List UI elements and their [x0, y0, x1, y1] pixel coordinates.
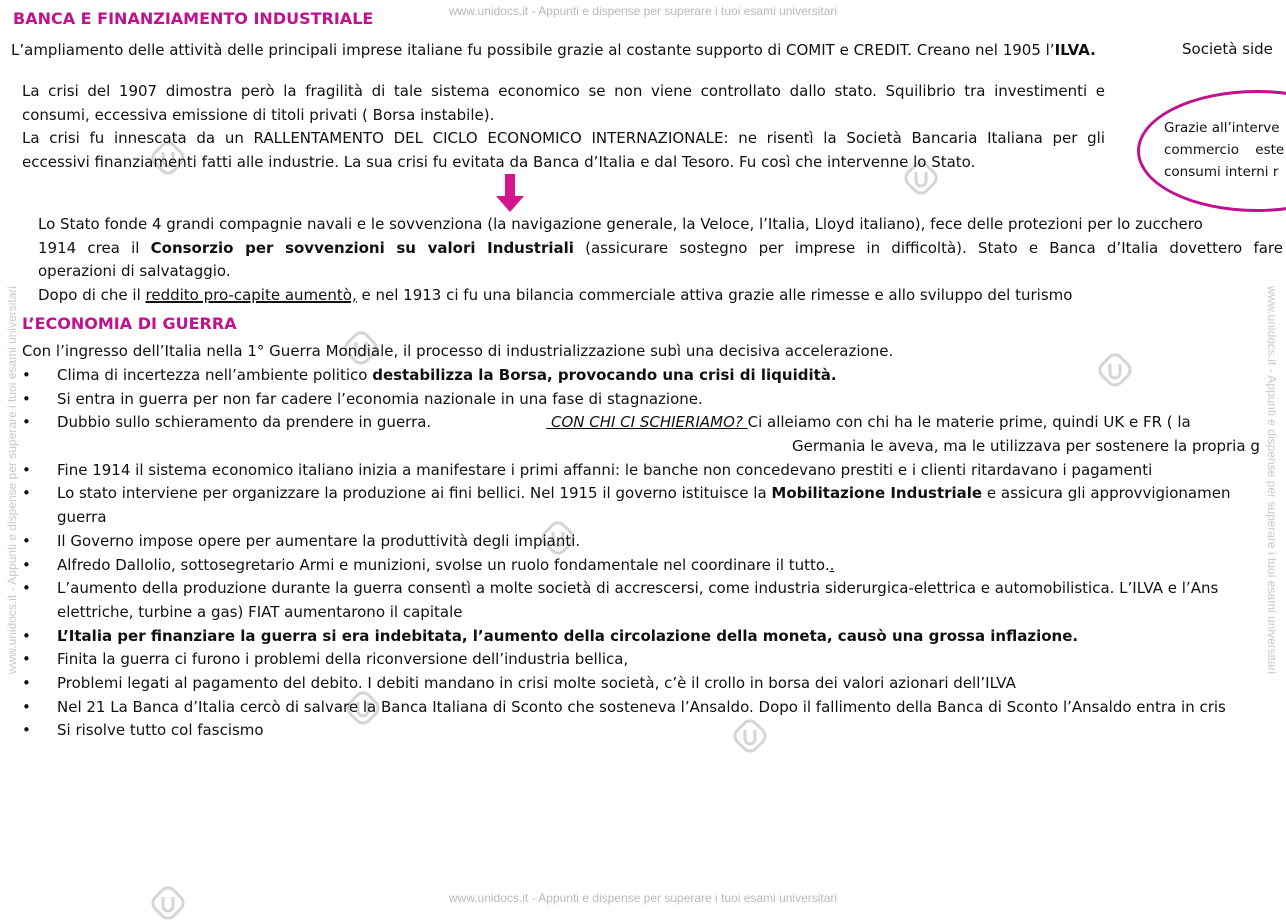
b8-line1: L’aumento della produzione durante la guerra consentì a molte società di accrescersi, come industria siderurgica-elettrica e automobilistica. L’ILVA e l’Ans — [57, 579, 1219, 598]
bullet-icon: • — [22, 531, 31, 550]
list-item — [22, 625, 1286, 649]
side-note: Società side — [1182, 40, 1273, 58]
ellipse-text — [1164, 117, 1284, 183]
bullet-icon: • — [22, 366, 31, 384]
bullet-icon: • — [22, 673, 31, 692]
list-item — [22, 648, 1286, 672]
bullet-icon: • — [22, 389, 31, 408]
state-line2-bold: Consorzio per sovvenzioni su valori Industriali — [150, 239, 574, 257]
list-item — [22, 530, 1286, 554]
b6-text: Il Governo impose opere per aumentare la produttività degli impianti. — [57, 531, 581, 550]
ellipse-line: commercio este — [1164, 142, 1285, 158]
b5-line2: guerra — [57, 508, 107, 527]
b1-bold: destabilizza la Borsa, provocando una crisi di liquidità. — [372, 366, 837, 384]
crisis-line: La crisi del 1907 dimostra però la fragilità di tale sistema economico se non viene controllato dallo stato. Squilibrio tra investimenti e — [22, 82, 1105, 100]
b13-text: Si risolve tutto col fascismo — [57, 721, 264, 740]
state-line-3: operazioni di salvataggio. — [38, 262, 231, 280]
state-line-4 — [38, 284, 1072, 308]
b8-line2: elettriche, turbine a gas) FIAT aumentarono il capitale — [57, 602, 463, 621]
b7-text: Alfredo Dallolio, sottosegretario Armi e munizioni, svolse un ruolo fondamentale nel coordinare il tutto. — [57, 555, 830, 574]
b3-text: Dubbio sullo schieramento da prendere in guerra. — [57, 413, 432, 432]
down-arrow-icon — [496, 174, 524, 214]
state-line-1: Lo Stato fonde 4 grandi compagnie navali e le sovvenziona (la navigazione generale, la Veloce, l’Italia, Lloyd italiano), fece delle protezioni per lo zucchero — [38, 215, 1203, 233]
b11-text: Problemi legati al pagamento del debito. I debiti mandano in crisi molte società, c’è il crollo in borsa dei valori azionari dell’ILVA — [57, 673, 1016, 692]
ellipse-line: consumi interni r — [1164, 164, 1279, 180]
bullet-icon: • — [22, 555, 31, 574]
b12-text: Nel 21 La Banca d’Italia cercò di salvare la Banca Italiana di Sconto che sosteneva l’Ansaldo. Dopo il fallimento della Banca di Sconto l’Ansaldo entra in cris — [57, 697, 1226, 716]
section2-intro: Con l’ingresso dell’Italia nella 1° Guerra Mondiale, il processo di industrializzazione subì una decisiva accelerazione. — [22, 342, 894, 360]
bullet-icon: • — [22, 579, 31, 598]
bullet-icon: • — [22, 721, 31, 740]
b5-text: Lo stato interviene per organizzare la produzione ai fini bellici. Nel 1915 il governo istituisce la — [57, 484, 772, 503]
list-item — [22, 482, 1286, 529]
section1-intro — [11, 39, 1096, 63]
state-line4-pre: Dopo di che il — [38, 286, 146, 304]
b7-tail: . — [829, 555, 835, 574]
b1-text: Clima di incertezza nell’ambiente politico — [57, 366, 373, 384]
b3-post: Ci alleiamo con chi ha le materie prime, quindi UK e FR ( la — [747, 413, 1191, 432]
b5-bold: Mobilitazione Industriale — [771, 484, 983, 503]
b5-post: e assicura gli approvvigionamen — [982, 484, 1231, 503]
bullet-icon: • — [22, 484, 31, 503]
list-item — [22, 388, 1286, 412]
watermark-left: www.unidocs.it - Appunti e dispense per superare i tuoi esami universitari — [5, 285, 19, 675]
crisis-line: La crisi fu innescata da un RALLENTAMENTO DEL CICLO ECONOMICO INTERNAZIONALE: ne risentì la Società Bancaria Italiana per gli — [22, 129, 1105, 147]
state-line2-post: (assicurare sostegno per imprese in difficoltà). Stato e Banca d’Italia dovettero fare — [573, 239, 1283, 257]
section-title-guerra: L’ECONOMIA DI GUERRA — [22, 314, 237, 333]
bullet-icon: • — [22, 460, 31, 479]
bullet-icon: • — [22, 626, 31, 645]
ellipse-line: Grazie all’interve — [1164, 120, 1280, 136]
state-line-2 — [38, 237, 1283, 261]
list-item — [22, 364, 1286, 388]
section-title-banca: BANCA E FINANZIAMENTO INDUSTRIALE — [13, 9, 374, 28]
state-line4-post: e nel 1913 ci fu una bilancia commerciale attiva grazie alle rimesse e allo sviluppo del turismo — [356, 286, 1073, 304]
b9-text: L’Italia per finanziare la guerra si era indebitata, l’aumento della circolazione della moneta, causò una grossa inflazione. — [57, 626, 1079, 645]
crisis-line: consumi, eccessiva emissione di titoli privati ( Borsa instabile). — [22, 105, 495, 124]
list-item — [22, 696, 1286, 720]
crisis-line: eccessivi finanziamenti fatti alle industrie. La sua crisi fu evitata da Banca d’Italia e dal Tesoro. Fu così che intervenne lo Stato. — [22, 152, 976, 171]
list-item — [22, 672, 1286, 696]
list-item — [22, 554, 1286, 578]
bullet-icon: • — [22, 650, 31, 669]
reddito-underlined: reddito pro-capite aumentò, — [145, 286, 357, 304]
list-item — [22, 459, 1286, 483]
bullet-icon: • — [22, 697, 31, 716]
watermark-top: www.unidocs.it - Appunti e dispense per superare i tuoi esami universitari — [448, 4, 838, 18]
crisis-paragraph — [22, 80, 1105, 174]
b4-text: Fine 1914 il sistema economico italiano inizia a manifestare i primi affanni: le banche non concedevano prestiti e i clienti ritardavano i pagamenti — [57, 460, 1153, 479]
list-item — [22, 411, 1286, 458]
watermark-bottom: www.unidocs.it - Appunti e dispense per superare i tuoi esami universitari — [448, 891, 838, 905]
list-item — [22, 719, 1286, 743]
unidocs-logo-watermark-icon — [150, 885, 186, 921]
list-item — [22, 577, 1286, 624]
intro-text: L’ampliamento delle attività delle principali imprese italiane fu possibile grazie al costante supporto di COMIT e CREDIT. Creano nel 1905 l’ — [11, 41, 1055, 59]
state-line2-pre: 1914 crea il — [38, 239, 151, 257]
war-economy-list — [22, 364, 1286, 743]
intro-bold: ILVA. — [1054, 41, 1096, 59]
bullet-icon: • — [22, 413, 31, 432]
b10-text: Finita la guerra ci furono i problemi della riconversione dell’industria bellica, — [57, 650, 629, 669]
b3-question: CON CHI CI SCHIERIAMO? — [546, 413, 748, 432]
b3-line2: Germania le aveva, ma le utilizzava per sostenere la propria g — [792, 437, 1260, 456]
b2-text: Si entra in guerra per non far cadere l’economia nazionale in una fase di stagnazione. — [57, 389, 703, 408]
watermark-right: www.unidocs.it - Appunti e dispense per superare i tuoi esami universitari — [1265, 285, 1279, 675]
